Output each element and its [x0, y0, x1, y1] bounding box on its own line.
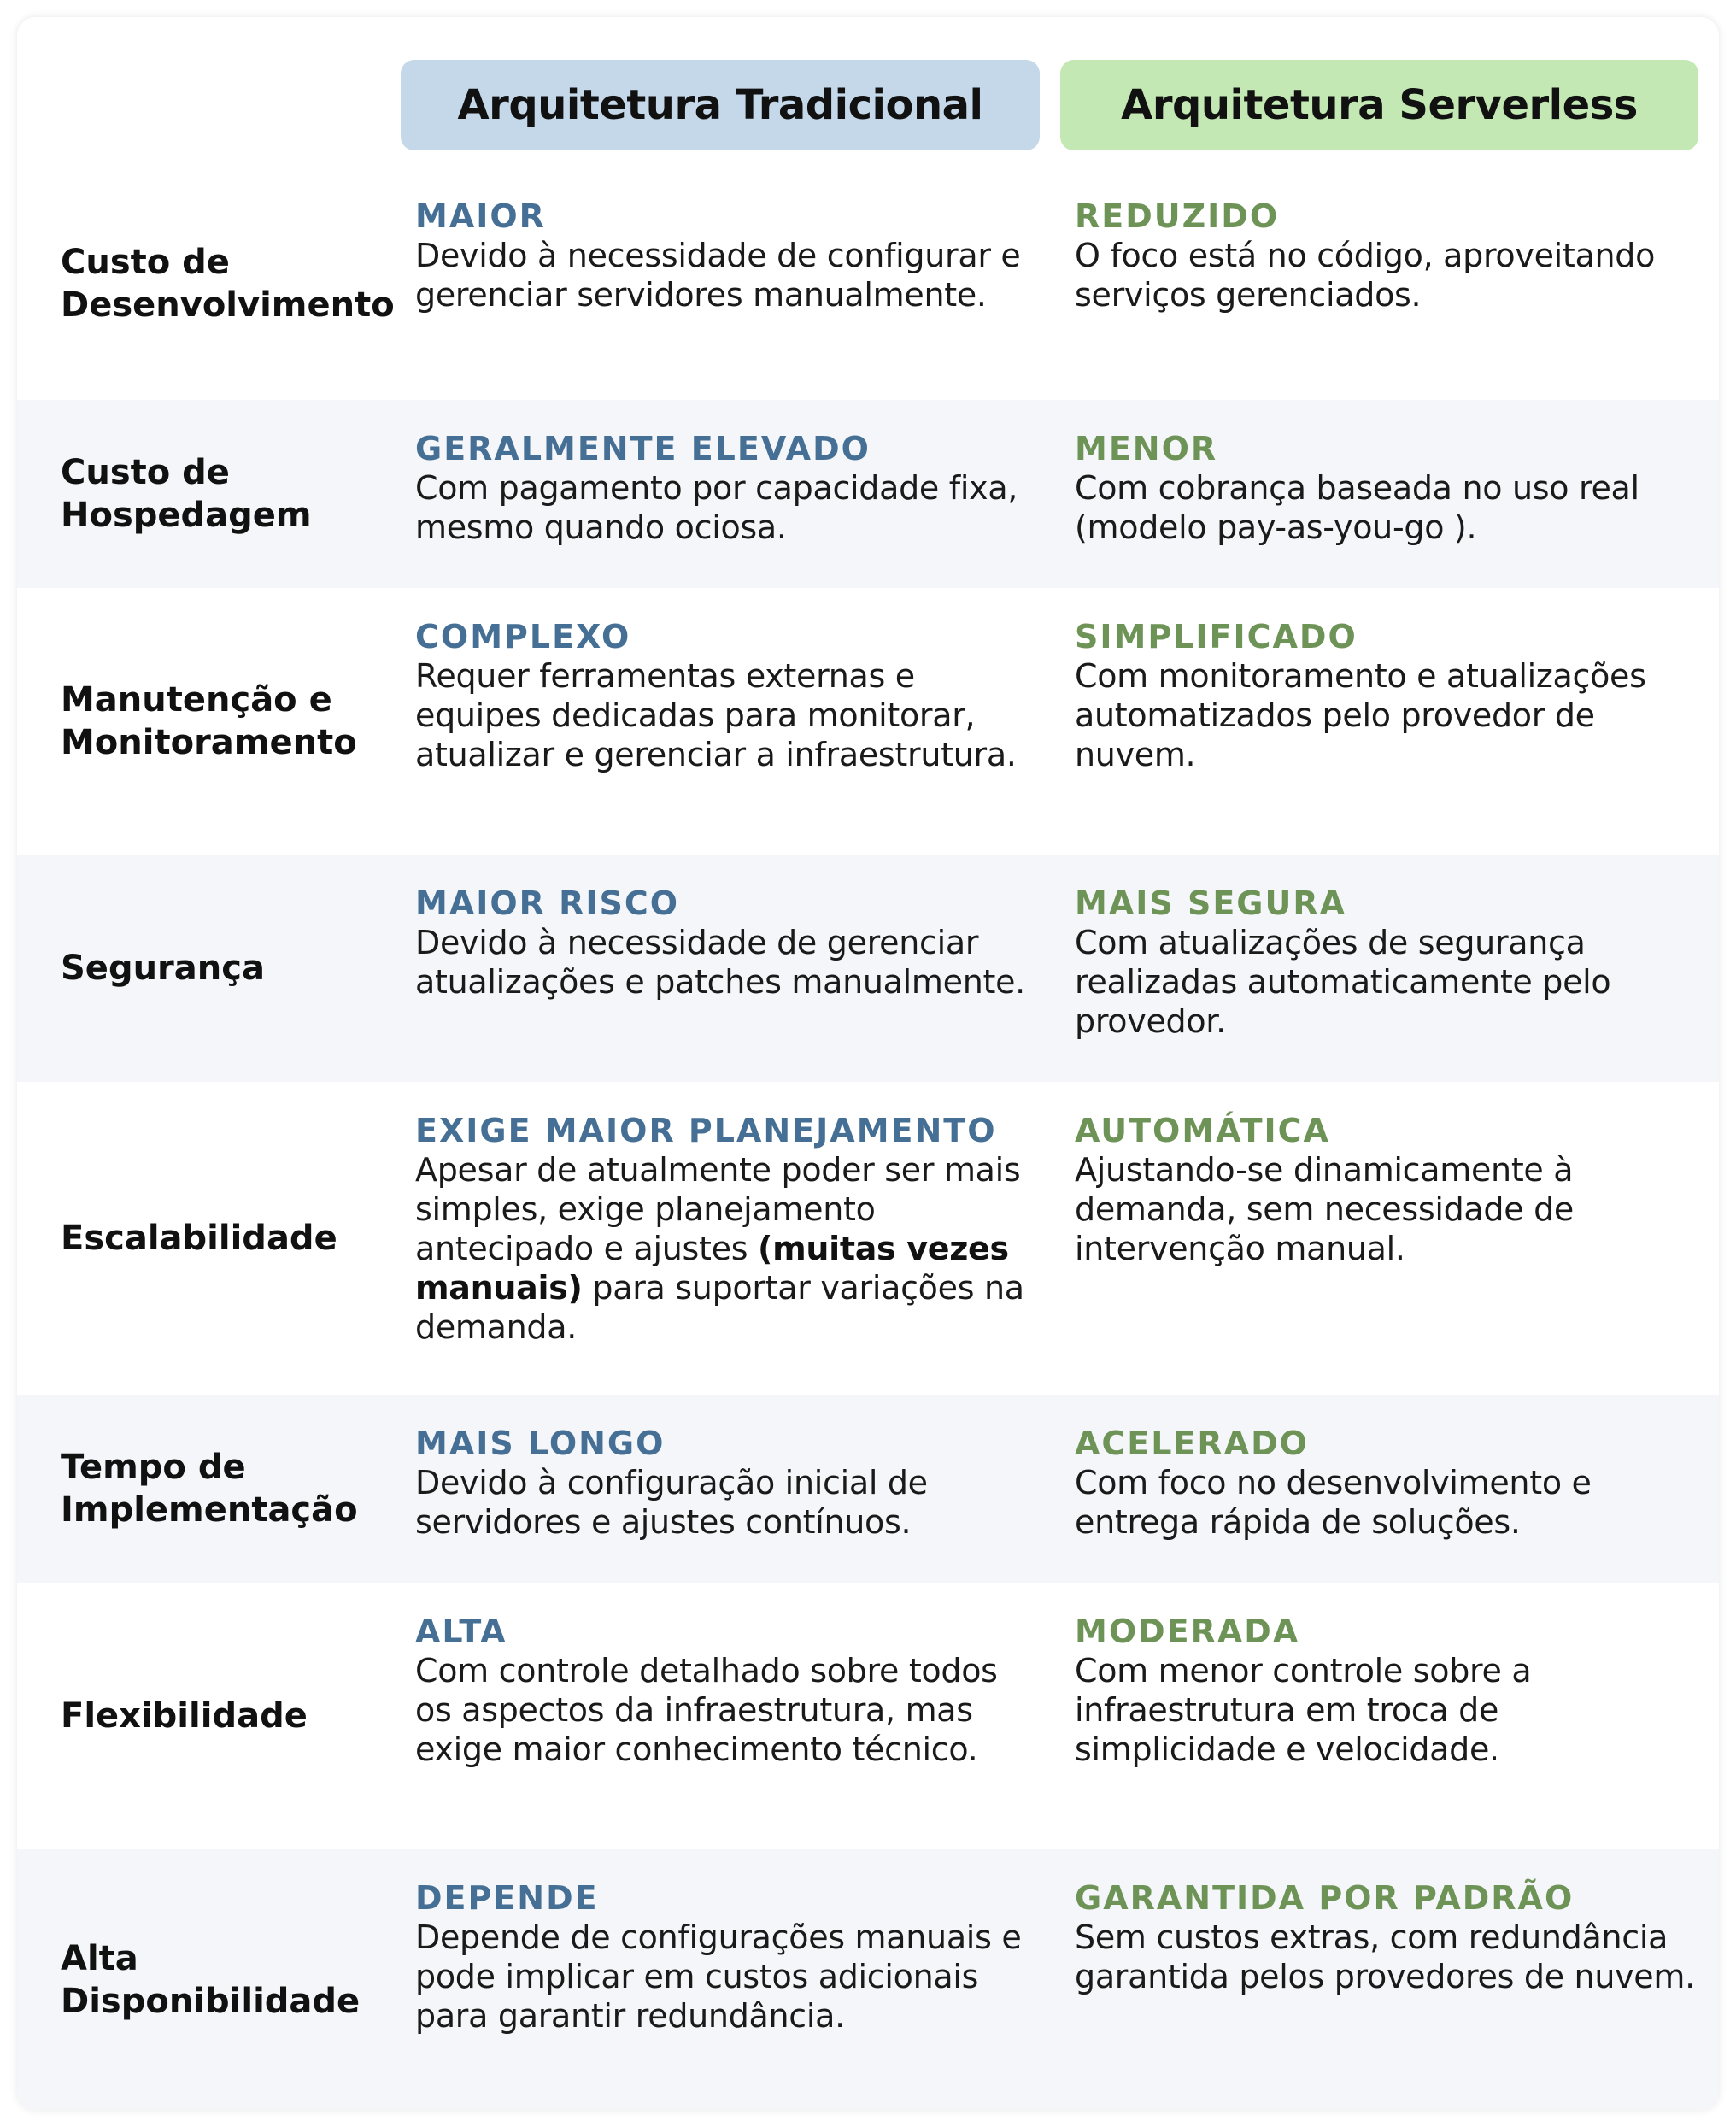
serverless-rating: MODERADA — [1075, 1613, 1300, 1650]
traditional-rating: DEPENDE — [415, 1879, 599, 1917]
row-label-line1: Tempo de — [61, 1448, 246, 1487]
serverless-description: Com atualizações de segurança realizadas automaticamente pelo provedor. — [1075, 924, 1611, 1040]
traditional-cell — [415, 884, 1039, 1002]
traditional-description: Devido à necessidade de configurar e gerenciar servidores manualmente. — [415, 237, 1021, 314]
traditional-cell — [415, 617, 1039, 774]
serverless-rating: MAIS SEGURA — [1075, 884, 1347, 922]
serverless-cell — [1075, 617, 1698, 774]
serverless-rating: ACELERADO — [1075, 1425, 1309, 1462]
row-label — [61, 1583, 394, 1849]
serverless-description: O foco está no código, aproveitando serviços gerenciados. — [1075, 237, 1656, 314]
serverless-rating: MENOR — [1075, 430, 1218, 467]
serverless-description: Com menor controle sobre a infraestrutura em troca de simplicidade e velocidade. — [1075, 1652, 1532, 1768]
row-label — [61, 855, 394, 1082]
row-label-line1: Alta — [61, 1938, 138, 1978]
traditional-description-part2: para suportar variações na demanda. — [415, 1269, 1024, 1346]
traditional-description: Depende de configurações manuais e pode implicar em custos adicionais para garantir redundância. — [415, 1918, 1022, 2035]
row-label — [61, 167, 394, 400]
traditional-description-emphasis: (muitas vezes manuais) — [415, 1230, 1009, 1307]
traditional-rating: ALTA — [415, 1613, 507, 1650]
header-traditional — [401, 60, 1040, 150]
serverless-rating: AUTOMÁTICA — [1075, 1112, 1330, 1149]
traditional-description: Com pagamento por capacidade fixa, mesmo quando ociosa. — [415, 469, 1018, 546]
row-security — [17, 855, 1719, 1082]
row-label-line1: Escalabilidade — [61, 1219, 337, 1258]
header-serverless — [1060, 60, 1698, 150]
row-label-line1: Manutenção e — [61, 680, 332, 720]
row-label-line1: Segurança — [61, 949, 265, 988]
traditional-description: Devido à necessidade de gerenciar atualizações e patches manualmente. — [415, 924, 1025, 1001]
serverless-cell — [1075, 1878, 1698, 1996]
header-serverless-label: Arquitetura Serverless — [1121, 81, 1638, 129]
traditional-description — [415, 1150, 1039, 1347]
row-label — [61, 1395, 394, 1583]
row-label — [61, 588, 394, 855]
row-label-line2: Implementação — [61, 1490, 358, 1530]
row-hosting-cost — [17, 400, 1719, 588]
serverless-description: Com foco no desenvolvimento e entrega rápida de soluções. — [1075, 1464, 1592, 1541]
serverless-description: Com cobrança baseada no uso real (modelo pay-as-you-go ). — [1075, 469, 1639, 546]
traditional-rating: MAIOR — [415, 197, 546, 235]
traditional-cell — [415, 197, 1039, 314]
traditional-cell — [415, 1612, 1039, 1769]
row-implementation-time — [17, 1395, 1719, 1583]
row-maintenance — [17, 588, 1719, 855]
serverless-cell — [1075, 1424, 1698, 1542]
header-traditional-label: Arquitetura Tradicional — [457, 81, 983, 129]
serverless-description: Ajustando-se dinamicamente à demanda, sem necessidade de intervenção manual. — [1075, 1151, 1574, 1267]
serverless-rating: SIMPLIFICADO — [1075, 618, 1358, 655]
row-label-line1: Custo de — [61, 243, 230, 282]
serverless-description: Com monitoramento e atualizações automatizados pelo provedor de nuvem. — [1075, 657, 1646, 773]
serverless-cell — [1075, 1111, 1698, 1268]
serverless-cell — [1075, 429, 1698, 547]
serverless-cell — [1075, 1612, 1698, 1769]
row-label — [61, 1849, 394, 2110]
traditional-description: Com controle detalhado sobre todos os aspectos da infraestrutura, mas exige maior conhecimento técnico. — [415, 1652, 998, 1768]
serverless-cell — [1075, 884, 1698, 1041]
serverless-rating: REDUZIDO — [1075, 197, 1280, 235]
row-label-line2: Hospedagem — [61, 496, 312, 535]
traditional-rating: EXIGE MAIOR PLANEJAMENTO — [415, 1112, 997, 1149]
traditional-rating: GERALMENTE ELEVADO — [415, 430, 871, 467]
traditional-cell — [415, 1111, 1039, 1347]
row-development-cost — [17, 167, 1719, 400]
row-label-line1: Flexibilidade — [61, 1696, 308, 1736]
traditional-description: Requer ferramentas externas e equipes dedicadas para monitorar, atualizar e gerenciar a infraestrutura. — [415, 657, 1017, 773]
row-scalability — [17, 1082, 1719, 1395]
traditional-cell — [415, 429, 1039, 547]
traditional-cell — [415, 1878, 1039, 2036]
comparison-table — [17, 17, 1719, 2110]
traditional-rating: MAIS LONGO — [415, 1425, 666, 1462]
row-label — [61, 400, 394, 588]
row-label-line2: Disponibilidade — [61, 1981, 361, 2021]
serverless-cell — [1075, 197, 1698, 314]
traditional-description-part1: Apesar de atualmente poder ser mais simples, exige planejamento antecipado e ajustes — [415, 1151, 1021, 1267]
row-label-line2: Desenvolvimento — [61, 285, 395, 325]
traditional-rating: COMPLEXO — [415, 618, 631, 655]
row-label — [61, 1082, 394, 1395]
row-high-availability — [17, 1849, 1719, 2110]
serverless-rating: GARANTIDA POR PADRÃO — [1075, 1879, 1575, 1917]
traditional-rating: MAIOR RISCO — [415, 884, 680, 922]
serverless-description: Sem custos extras, com redundância garantida pelos provedores de nuvem. — [1075, 1918, 1695, 1995]
traditional-description: Devido à configuração inicial de servidores e ajustes contínuos. — [415, 1464, 928, 1541]
row-label-line2: Monitoramento — [61, 723, 357, 762]
row-label-line1: Custo de — [61, 453, 230, 492]
row-flexibility — [17, 1583, 1719, 1849]
traditional-cell — [415, 1424, 1039, 1542]
